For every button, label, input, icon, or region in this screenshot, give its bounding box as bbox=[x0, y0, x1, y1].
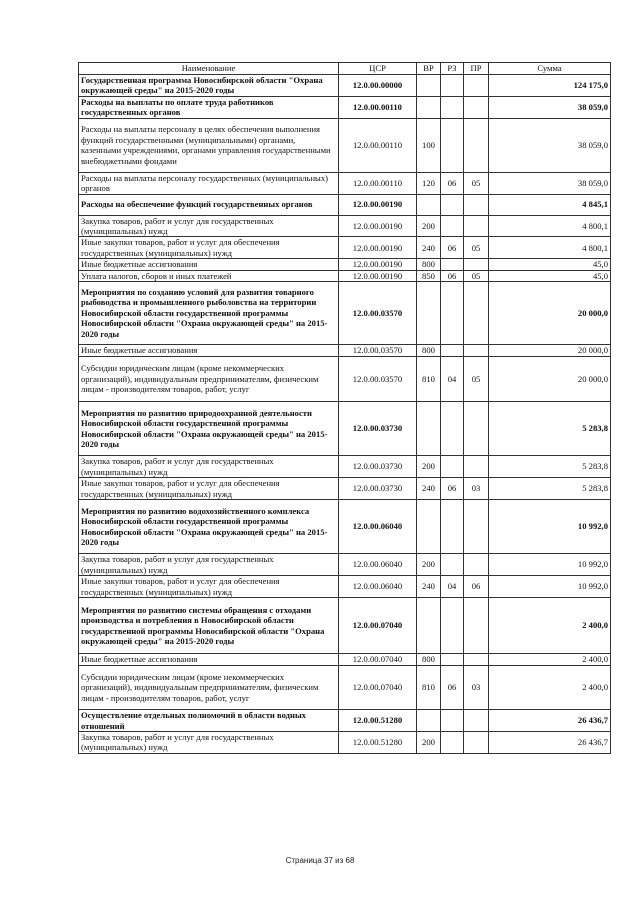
row-sum: 20 000,0 bbox=[489, 345, 611, 357]
row-csr: 12.0.00.03570 bbox=[339, 282, 417, 345]
row-vr: 100 bbox=[417, 118, 441, 172]
row-sum: 4 800,1 bbox=[489, 215, 611, 237]
row-name: Государственная программа Новосибирской области "Охрана окружающей среды" на 2015-2020 годы bbox=[79, 75, 339, 97]
row-sum: 38 059,0 bbox=[489, 172, 611, 194]
table-row bbox=[79, 654, 611, 666]
table-header-row bbox=[79, 63, 611, 75]
row-csr: 12.0.00.00190 bbox=[339, 215, 417, 237]
row-name: Иные бюджетные ассигнования bbox=[79, 654, 339, 666]
row-vr bbox=[417, 194, 441, 215]
row-pr bbox=[464, 345, 489, 357]
header-sum: Сумма bbox=[489, 63, 611, 75]
row-vr: 800 bbox=[417, 654, 441, 666]
row-sum: 10 992,0 bbox=[489, 554, 611, 576]
table-row bbox=[79, 118, 611, 172]
row-csr: 12.0.00.00190 bbox=[339, 237, 417, 259]
row-vr: 810 bbox=[417, 666, 441, 710]
row-name: Закупка товаров, работ и услуг для государственных (муниципальных) нужд bbox=[79, 554, 339, 576]
row-sum: 26 436,7 bbox=[489, 710, 611, 732]
table-row bbox=[79, 172, 611, 194]
row-csr: 12.0.00.06040 bbox=[339, 500, 417, 554]
row-pr bbox=[464, 402, 489, 456]
row-csr: 12.0.00.03570 bbox=[339, 345, 417, 357]
header-csr: ЦСР bbox=[339, 63, 417, 75]
header-name: Наименование bbox=[79, 63, 339, 75]
row-rz bbox=[441, 598, 464, 654]
row-csr: 12.0.00.06040 bbox=[339, 554, 417, 576]
header-rz: РЗ bbox=[441, 63, 464, 75]
row-sum: 20 000,0 bbox=[489, 282, 611, 345]
row-rz: 04 bbox=[441, 576, 464, 598]
row-rz bbox=[441, 96, 464, 118]
row-vr: 240 bbox=[417, 576, 441, 598]
row-sum: 4 800,1 bbox=[489, 237, 611, 259]
row-name: Иные бюджетные ассигнования bbox=[79, 259, 339, 270]
row-rz bbox=[441, 215, 464, 237]
row-vr bbox=[417, 500, 441, 554]
row-vr bbox=[417, 75, 441, 97]
row-vr bbox=[417, 402, 441, 456]
row-rz bbox=[441, 194, 464, 215]
row-sum: 2 400,0 bbox=[489, 654, 611, 666]
row-pr bbox=[464, 259, 489, 270]
row-vr: 200 bbox=[417, 215, 441, 237]
row-name: Расходы на выплаты персоналу в целях обеспечения выполнения функций государственными (муниципальными) органами, казенными учреждениями, органами управления государственными внебюджетными фондами bbox=[79, 118, 339, 172]
row-vr: 240 bbox=[417, 237, 441, 259]
table-row bbox=[79, 710, 611, 732]
row-vr: 200 bbox=[417, 732, 441, 754]
row-sum: 4 845,1 bbox=[489, 194, 611, 215]
row-rz: 04 bbox=[441, 357, 464, 402]
row-name: Расходы на обеспечение функций государственных органов bbox=[79, 194, 339, 215]
row-csr: 12.0.00.03730 bbox=[339, 456, 417, 478]
row-sum: 26 436,7 bbox=[489, 732, 611, 754]
row-sum: 2 400,0 bbox=[489, 666, 611, 710]
row-csr: 12.0.00.07040 bbox=[339, 598, 417, 654]
row-name: Закупка товаров, работ и услуг для государственных (муниципальных) нужд bbox=[79, 732, 339, 754]
row-pr: 05 bbox=[464, 270, 489, 281]
header-vr: ВР bbox=[417, 63, 441, 75]
table-row bbox=[79, 500, 611, 554]
row-rz: 06 bbox=[441, 478, 464, 500]
table-body bbox=[79, 75, 611, 754]
row-rz bbox=[441, 732, 464, 754]
row-pr: 03 bbox=[464, 666, 489, 710]
row-pr bbox=[464, 456, 489, 478]
row-name: Иные закупки товаров, работ и услуг для обеспечения государственных (муниципальных) нужд bbox=[79, 237, 339, 259]
row-rz bbox=[441, 118, 464, 172]
row-name: Осуществление отдельных полномочий в области водных отношений bbox=[79, 710, 339, 732]
row-sum: 45,0 bbox=[489, 259, 611, 270]
row-vr: 120 bbox=[417, 172, 441, 194]
table-row bbox=[79, 456, 611, 478]
row-csr: 12.0.00.00110 bbox=[339, 172, 417, 194]
table-row bbox=[79, 732, 611, 754]
row-csr: 12.0.00.00000 bbox=[339, 75, 417, 97]
row-sum: 124 175,0 bbox=[489, 75, 611, 97]
row-pr bbox=[464, 732, 489, 754]
table-row bbox=[79, 357, 611, 402]
row-name: Мероприятия по развитию водохозяйственного комплекса Новосибирской области государственной программы Новосибирской области "Охрана окружающей среды" на 2015-2020 годы bbox=[79, 500, 339, 554]
row-csr: 12.0.00.03730 bbox=[339, 402, 417, 456]
table-row bbox=[79, 576, 611, 598]
table-row bbox=[79, 666, 611, 710]
row-rz: 06 bbox=[441, 237, 464, 259]
table-row bbox=[79, 96, 611, 118]
row-vr: 850 bbox=[417, 270, 441, 281]
row-csr: 12.0.00.06040 bbox=[339, 576, 417, 598]
row-sum: 5 283,8 bbox=[489, 478, 611, 500]
table-row bbox=[79, 259, 611, 270]
row-vr: 240 bbox=[417, 478, 441, 500]
row-rz bbox=[441, 654, 464, 666]
row-csr: 12.0.00.00190 bbox=[339, 259, 417, 270]
row-pr: 05 bbox=[464, 172, 489, 194]
row-pr bbox=[464, 598, 489, 654]
row-name: Субсидии юридическим лицам (кроме некоммерческих организаций), индивидуальным предпринимателям, физическим лицам - производителям товаров, работ, услуг bbox=[79, 357, 339, 402]
row-csr: 12.0.00.03570 bbox=[339, 357, 417, 402]
row-csr: 12.0.00.00190 bbox=[339, 194, 417, 215]
row-csr: 12.0.00.07040 bbox=[339, 666, 417, 710]
row-pr bbox=[464, 710, 489, 732]
row-vr bbox=[417, 710, 441, 732]
row-vr: 800 bbox=[417, 345, 441, 357]
row-sum: 5 283,8 bbox=[489, 456, 611, 478]
row-pr: 05 bbox=[464, 237, 489, 259]
row-name: Закупка товаров, работ и услуг для государственных (муниципальных) нужд bbox=[79, 456, 339, 478]
row-vr: 200 bbox=[417, 554, 441, 576]
row-name: Субсидии юридическим лицам (кроме некоммерческих организаций), индивидуальным предпринимателям, физическим лицам - производителям товаров, работ, услуг bbox=[79, 666, 339, 710]
row-sum: 10 992,0 bbox=[489, 576, 611, 598]
table-row bbox=[79, 75, 611, 97]
table-row bbox=[79, 237, 611, 259]
row-sum: 20 000,0 bbox=[489, 357, 611, 402]
row-name: Мероприятия по развитию системы обращения с отходами производства и потребления в Новосибирской области государственной программы Новосибирской области "Охрана окружающей среды" на 2015-2020 годы bbox=[79, 598, 339, 654]
row-rz bbox=[441, 500, 464, 554]
row-rz bbox=[441, 259, 464, 270]
row-csr: 12.0.00.00110 bbox=[339, 96, 417, 118]
row-rz bbox=[441, 282, 464, 345]
row-name: Расходы на выплаты по оплате труда работников государственных органов bbox=[79, 96, 339, 118]
budget-table bbox=[78, 62, 611, 754]
row-sum: 5 283,8 bbox=[489, 402, 611, 456]
row-pr bbox=[464, 215, 489, 237]
row-rz bbox=[441, 75, 464, 97]
row-pr bbox=[464, 500, 489, 554]
row-sum: 38 059,0 bbox=[489, 96, 611, 118]
table-row bbox=[79, 270, 611, 281]
row-csr: 12.0.00.00190 bbox=[339, 270, 417, 281]
table-row bbox=[79, 598, 611, 654]
row-pr bbox=[464, 654, 489, 666]
row-vr: 200 bbox=[417, 456, 441, 478]
row-rz bbox=[441, 554, 464, 576]
table-row bbox=[79, 478, 611, 500]
row-pr bbox=[464, 118, 489, 172]
row-name: Мероприятия по созданию условий для развития товарного рыбоводства и промышленного рыболовства на территории Новосибирской области государственной программы Новосибирской области "Охрана окружающей среды" на 2015-2020 годы bbox=[79, 282, 339, 345]
row-name: Мероприятия по развитию природоохранной деятельности Новосибирской области государственной программы Новосибирской области "Охрана окружающей среды" на 2015-2020 годы bbox=[79, 402, 339, 456]
row-rz: 06 bbox=[441, 666, 464, 710]
row-vr: 800 bbox=[417, 259, 441, 270]
row-pr bbox=[464, 96, 489, 118]
header-pr: ПР bbox=[464, 63, 489, 75]
table-row bbox=[79, 345, 611, 357]
row-pr: 05 bbox=[464, 357, 489, 402]
row-name: Иные закупки товаров, работ и услуг для обеспечения государственных (муниципальных) нужд bbox=[79, 576, 339, 598]
row-csr: 12.0.00.51280 bbox=[339, 710, 417, 732]
row-name: Иные бюджетные ассигнования bbox=[79, 345, 339, 357]
row-rz bbox=[441, 710, 464, 732]
row-vr bbox=[417, 282, 441, 345]
row-vr: 810 bbox=[417, 357, 441, 402]
row-csr: 12.0.00.07040 bbox=[339, 654, 417, 666]
row-sum: 2 400,0 bbox=[489, 598, 611, 654]
row-sum: 38 059,0 bbox=[489, 118, 611, 172]
row-name: Расходы на выплаты персоналу государственных (муниципальных) органов bbox=[79, 172, 339, 194]
table-row bbox=[79, 554, 611, 576]
table-row bbox=[79, 215, 611, 237]
row-rz bbox=[441, 456, 464, 478]
row-rz: 06 bbox=[441, 270, 464, 281]
table-row bbox=[79, 402, 611, 456]
row-csr: 12.0.00.51280 bbox=[339, 732, 417, 754]
page-number: Страница 37 из 68 bbox=[285, 856, 355, 865]
row-pr bbox=[464, 554, 489, 576]
row-pr: 06 bbox=[464, 576, 489, 598]
row-pr bbox=[464, 194, 489, 215]
row-name: Иные закупки товаров, работ и услуг для обеспечения государственных (муниципальных) нужд bbox=[79, 478, 339, 500]
row-name: Закупка товаров, работ и услуг для государственных (муниципальных) нужд bbox=[79, 215, 339, 237]
row-pr bbox=[464, 282, 489, 345]
row-vr bbox=[417, 598, 441, 654]
table-row bbox=[79, 282, 611, 345]
row-sum: 45,0 bbox=[489, 270, 611, 281]
row-sum: 10 992,0 bbox=[489, 500, 611, 554]
row-csr: 12.0.00.00110 bbox=[339, 118, 417, 172]
table-row bbox=[79, 194, 611, 215]
row-pr bbox=[464, 75, 489, 97]
row-name: Уплата налогов, сборов и иных платежей bbox=[79, 270, 339, 281]
row-vr bbox=[417, 96, 441, 118]
row-rz bbox=[441, 345, 464, 357]
row-csr: 12.0.00.03730 bbox=[339, 478, 417, 500]
row-rz bbox=[441, 402, 464, 456]
row-rz: 06 bbox=[441, 172, 464, 194]
row-pr: 03 bbox=[464, 478, 489, 500]
